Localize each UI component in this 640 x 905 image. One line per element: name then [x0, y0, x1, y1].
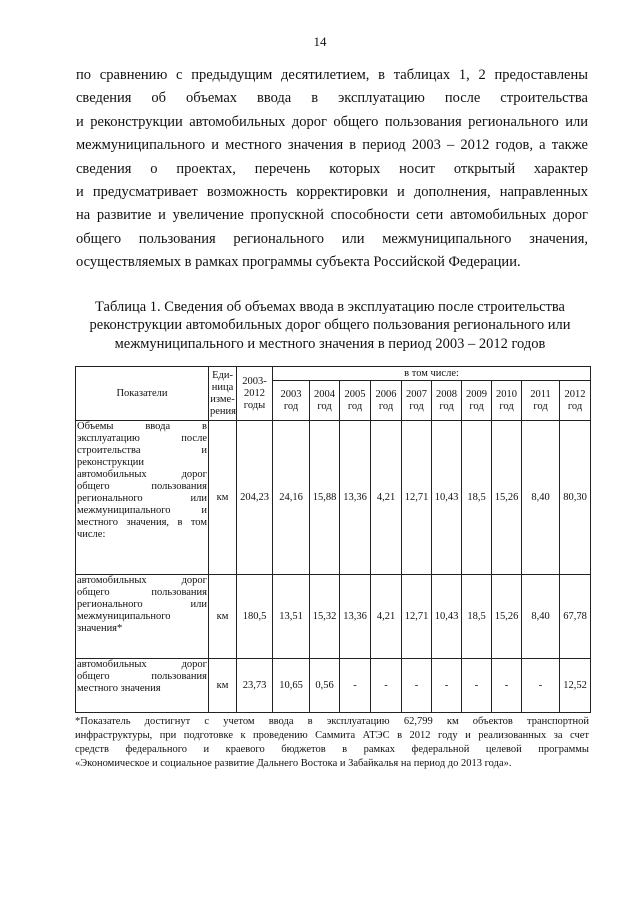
body-line: по сравнению с предыдущим десятилетием, в таблицах 1, 2 предоставлены	[76, 67, 588, 83]
body-line: сведения о проектах, перечень которых носит открытый характер	[76, 160, 588, 177]
header-year: 2012 год	[560, 381, 591, 421]
page-number: 14	[313, 34, 327, 49]
row-value: -	[462, 659, 492, 713]
row-value: 8,40	[522, 575, 560, 659]
header-including: в том числе:	[273, 367, 591, 381]
row-value: 8,40	[522, 421, 560, 575]
body-paragraph	[76, 64, 588, 275]
header-year: 2009 год	[462, 381, 492, 421]
caption-line: межмуниципального и местного значения в период 2003 – 2012 годов	[114, 335, 546, 352]
footnote-line: *Показатель достигнут с учетом ввода в эксплуатацию 62,799 км объектов транспортной	[75, 716, 589, 727]
header-year: 2004 год	[310, 381, 340, 421]
row-value: 15,26	[492, 575, 522, 659]
table-row	[76, 575, 591, 659]
row-indicator: автомобильных дорог общего пользования местного значения	[76, 659, 209, 713]
row-value: 18,5	[462, 421, 492, 575]
header-total: 2003- 2012 годы	[237, 367, 273, 421]
row-total: 180,5	[237, 575, 273, 659]
row-value: 15,32	[310, 575, 340, 659]
header-year: 2010 год	[492, 381, 522, 421]
row-value: 15,88	[310, 421, 340, 575]
row-value: 24,16	[273, 421, 310, 575]
row-indicator: Объемы ввода в эксплуатацию после строительства и реконструкции автомобильных дорог общего пользования регионального или межмуниципального и местного значения, в том числе:	[76, 421, 209, 575]
header-year: 2007 год	[402, 381, 432, 421]
row-unit: км	[209, 575, 237, 659]
row-value: -	[340, 659, 371, 713]
row-value: 13,36	[340, 421, 371, 575]
row-value: 0,56	[310, 659, 340, 713]
row-value: 15,26	[492, 421, 522, 575]
row-value: 10,65	[273, 659, 310, 713]
row-value: 13,36	[340, 575, 371, 659]
row-value: 4,21	[371, 421, 402, 575]
row-value: 10,43	[432, 421, 462, 575]
header-unit: Еди- ница изме- рения	[209, 367, 237, 421]
table-caption	[70, 298, 590, 353]
data-table	[75, 366, 591, 713]
header-year: 2008 год	[432, 381, 462, 421]
caption-line: Таблица 1. Сведения об объемах ввода в эксплуатацию после строительства	[95, 299, 565, 315]
footnote-line: инфраструктуры, при подготовке к проведению Саммита АТЭС в 2012 году и реализованных за счет	[75, 730, 589, 741]
body-line: межмуниципального и местного значения в период 2003 – 2012 годов, а также	[76, 137, 588, 154]
row-value: 12,71	[402, 575, 432, 659]
row-value: 4,21	[371, 575, 402, 659]
row-value: 10,43	[432, 575, 462, 659]
row-value: 67,78	[560, 575, 591, 659]
row-value: -	[492, 659, 522, 713]
caption-line: реконструкции автомобильных дорог общего пользования регионального или	[89, 317, 571, 334]
header-year: 2011 год	[522, 381, 560, 421]
body-line: на развитие и увеличение пропускной способности сети автомобильных дорог	[76, 207, 588, 224]
body-line: осуществляемых в рамках программы субъекта Российской Федерации.	[76, 254, 521, 271]
body-line: общего пользования регионального или межмуниципального значения,	[76, 230, 588, 247]
table-footnote	[75, 715, 589, 771]
row-value: 12,52	[560, 659, 591, 713]
body-line: и предусматривает возможность корректировки и дополнения, направленных	[76, 183, 588, 200]
row-unit: км	[209, 659, 237, 713]
row-value: 18,5	[462, 575, 492, 659]
row-value: -	[432, 659, 462, 713]
footnote-line: «Экономическое и социальное развитие Дальнего Востока и Забайкалья на период до 2013 года».	[75, 758, 512, 769]
header-year: 2005 год	[340, 381, 371, 421]
row-unit: км	[209, 421, 237, 575]
body-line: и реконструкции автомобильных дорог общего пользования регионального или	[76, 113, 588, 130]
table-row	[76, 421, 591, 575]
header-indicator: Показатели	[76, 367, 209, 421]
body-line: сведения об объемах ввода в эксплуатацию после строительства	[76, 90, 588, 107]
row-value: 80,30	[560, 421, 591, 575]
footnote-line: средств федерального и краевого бюджетов в рамках федеральной целевой программы	[75, 744, 589, 755]
row-indicator: автомобильных дорог общего пользования регионального или межмуниципального значения*	[76, 575, 209, 659]
row-total: 23,73	[237, 659, 273, 713]
table-row	[76, 659, 591, 713]
header-year: 2006 год	[371, 381, 402, 421]
row-total: 204,23	[237, 421, 273, 575]
row-value: 12,71	[402, 421, 432, 575]
header-year: 2003 год	[273, 381, 310, 421]
row-value: -	[402, 659, 432, 713]
row-value: 13,51	[273, 575, 310, 659]
row-value: -	[371, 659, 402, 713]
row-value: -	[522, 659, 560, 713]
